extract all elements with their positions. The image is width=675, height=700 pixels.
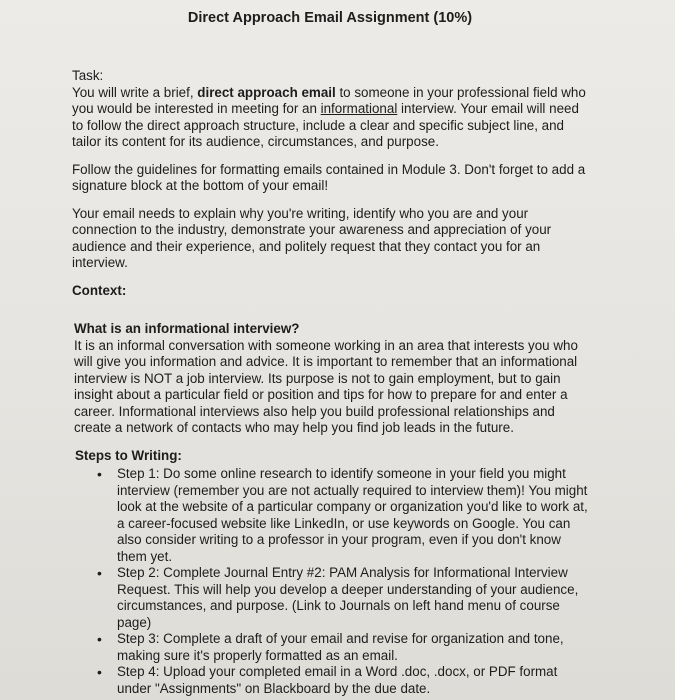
informational-section [74, 321, 592, 437]
task-p1-underlined: informational [320, 101, 398, 116]
task-paragraph-1 [72, 85, 592, 151]
informational-heading: What is an informational interview? [74, 321, 300, 336]
task-p1-text-a: You will write a brief, [72, 84, 198, 100]
document-title: Direct Approach Email Assignment (10%) [187, 10, 473, 26]
bullet-icon: • [97, 664, 102, 680]
step-item [95, 664, 592, 697]
step-text: Step 1: Do some online research to identify someone in your field you might interview (remember you are not actually required to interview them)! You might look at the website of a particular company or organization you'd like to work at, a career-focused website like LinkedIn, or use keywords on Google. You can also consider writing to a professor in your program, even if you don't know them yet. [117, 466, 588, 564]
bullet-icon: • [97, 466, 102, 482]
step-text: Step 4: Upload your completed email in a Word .doc, .docx, or PDF format under "Assignments" on Blackboard by the due date. [117, 664, 558, 696]
step-item [95, 466, 592, 565]
task-p1-emphasis: direct approach email [197, 84, 336, 100]
step-item [95, 565, 592, 631]
step-item [95, 631, 592, 664]
bullet-icon: • [97, 565, 102, 581]
task-p1-text-b: to someone in your professional field who you would be interested in meeting for an [72, 84, 586, 116]
task-p1-text-c: interview. Your email will need to follow the direct approach structure, include a clear and specific subject line, and tailor its content for its audience, circumstances, and purpose. [72, 101, 579, 149]
task-heading: Task: [72, 68, 104, 83]
steps-heading: Steps to Writing: [75, 447, 182, 463]
steps-section [75, 448, 592, 698]
task-section [72, 68, 592, 151]
bullet-icon: • [97, 631, 102, 647]
document-body [72, 68, 592, 697]
step-text: Step 3: Complete a draft of your email and revise for organization and tone, making sure it's properly formatted as an email. [117, 631, 564, 663]
step-text: Step 2: Complete Journal Entry #2: PAM Analysis for Informational Interview Request. This will help you develop a deeper understanding of your audience, circumstances, and purpose. (Link to Journals on left hand menu of course page) [117, 565, 579, 630]
steps-list [75, 466, 592, 697]
informational-body: It is an informal conversation with someone working in an area that interests you who will give you information and advice. It is important to remember that an informational interview is NOT a job interview. Its purpose is not to gain employment, but to gain insight about a particular field or position and tips for how to prepare for and enter a career. Informational interviews also help you build professional relationships and create a network of contacts who may help you find job leads in the future. [74, 337, 578, 435]
task-paragraph-3: Your email needs to explain why you're writing, identify who you are and your connection to the industry, demonstrate your awareness and appreciation of your audience and their experience, and politely request that they contact you for an interview. [72, 205, 552, 270]
task-paragraph-2: Follow the guidelines for formatting emails contained in Module 3. Don't forget to add a signature block at the bottom of your email! [72, 161, 586, 193]
context-heading: Context: [72, 282, 127, 298]
